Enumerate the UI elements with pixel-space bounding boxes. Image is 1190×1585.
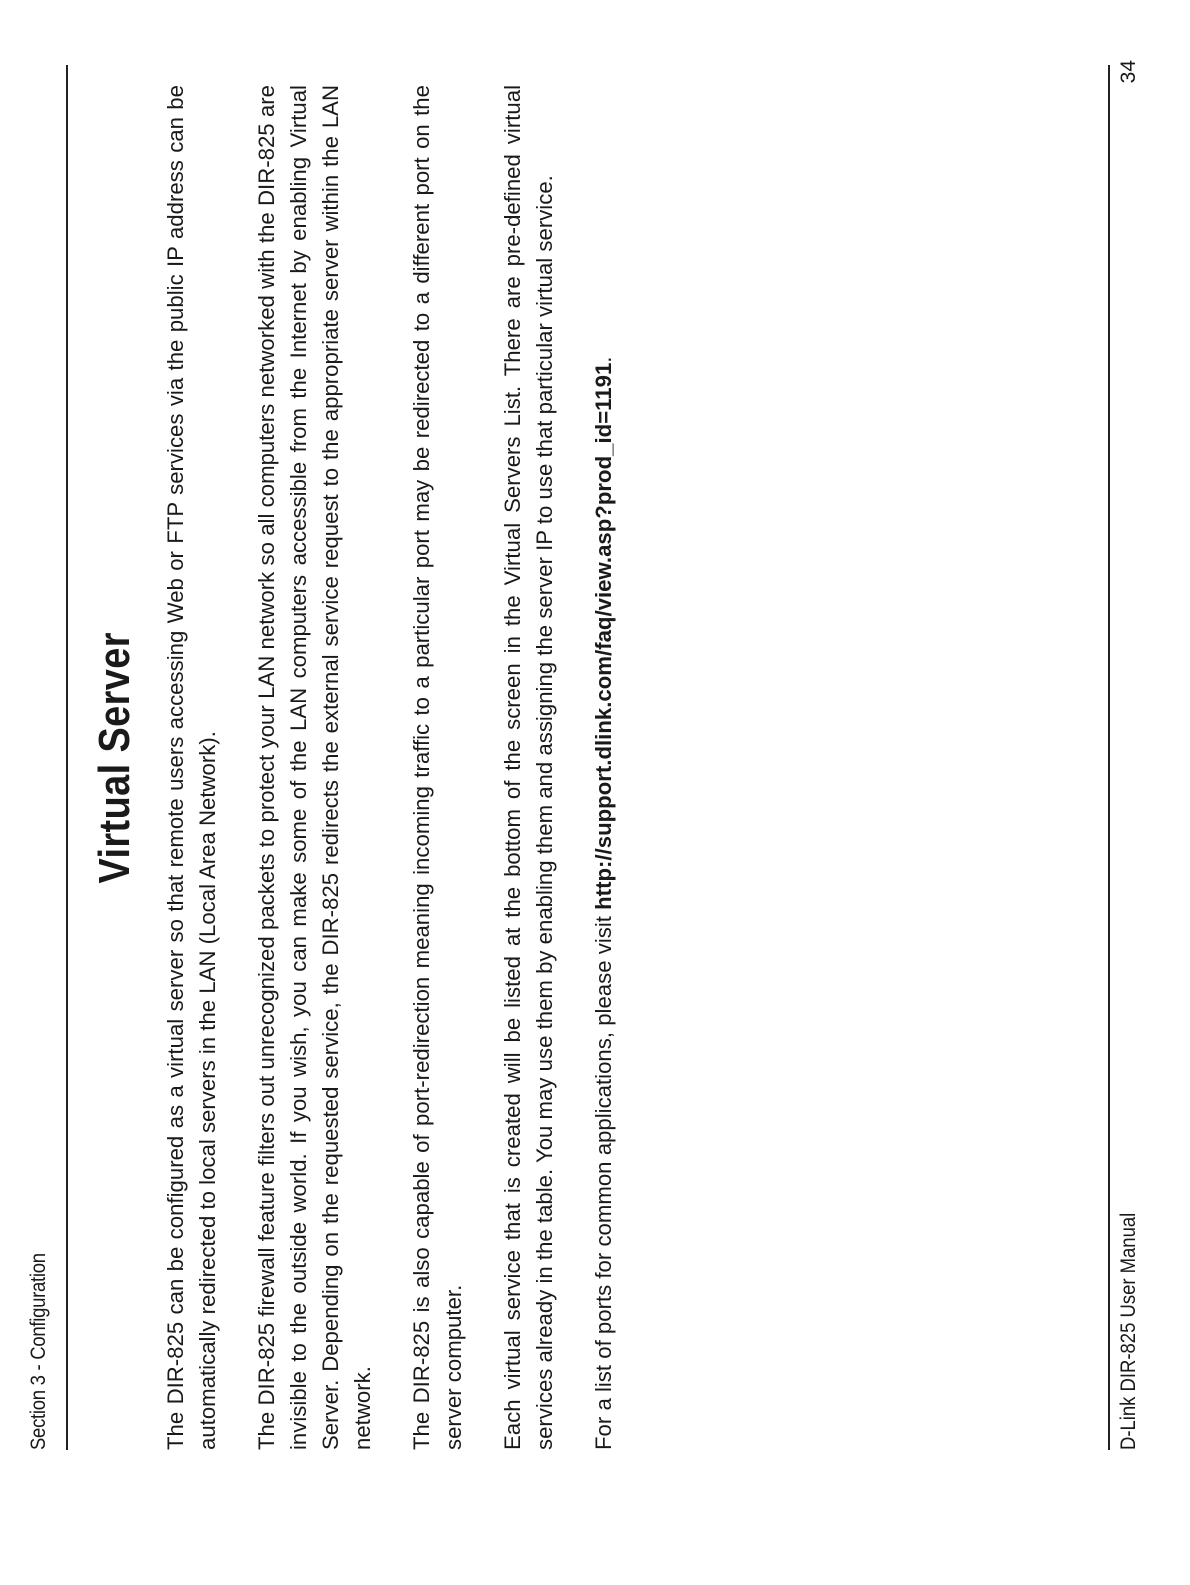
footer-manual-title: D-Link DIR-825 User Manual: [1117, 1212, 1140, 1450]
paragraph-virtual-services-list: Each virtual service that is created will be listed at the bottom of the screen in the Virtual Servers List. There are pre-defined virtual services already in the table. You may use them by enabling them and assigning the server IP to use that particular virtual service.: [500, 85, 557, 1450]
paragraph-ports-note: [588, 85, 620, 1450]
page-title: [90, 65, 140, 1450]
paragraph-firewall: The DIR-825 firewall feature filters out unrecognized packets to protect your LAN network so all computers networked with the DIR-825 are invisible to the outside world. If you wish, you can make some of the LAN computers accessible from the Internet by enabling Virtual Server. Depending on the requested service, the DIR-825 redirects the external service request to the appropriate server within the LAN network.: [254, 85, 375, 1450]
page-title-text: Virtual Server: [90, 631, 139, 884]
section-header: Section 3 - Configuration: [27, 1253, 50, 1450]
footer-page-number: 34: [1117, 60, 1140, 84]
support-link[interactable]: http://support.dlink.com/faq/view.asp?prod_id=1191: [591, 362, 616, 910]
ports-note-suffix: .: [591, 356, 616, 363]
paragraph-intro: The DIR-825 can be configured as a virtual server so that remote users accessing Web or FTP services via the public IP address can be automatically redirected to local servers in the LAN (Local Area Network).: [163, 85, 220, 1450]
paragraph-port-redirection: The DIR-825 is also capable of port-redirection meaning incoming traffic to a particular port may be redirected to a different port on the server computer.: [409, 85, 466, 1450]
footer-rule: [1108, 65, 1110, 1450]
ports-note-prefix: For a list of ports for common applications, please visit: [591, 909, 616, 1450]
body-content: [160, 85, 647, 1450]
header-rule: [66, 65, 68, 1450]
